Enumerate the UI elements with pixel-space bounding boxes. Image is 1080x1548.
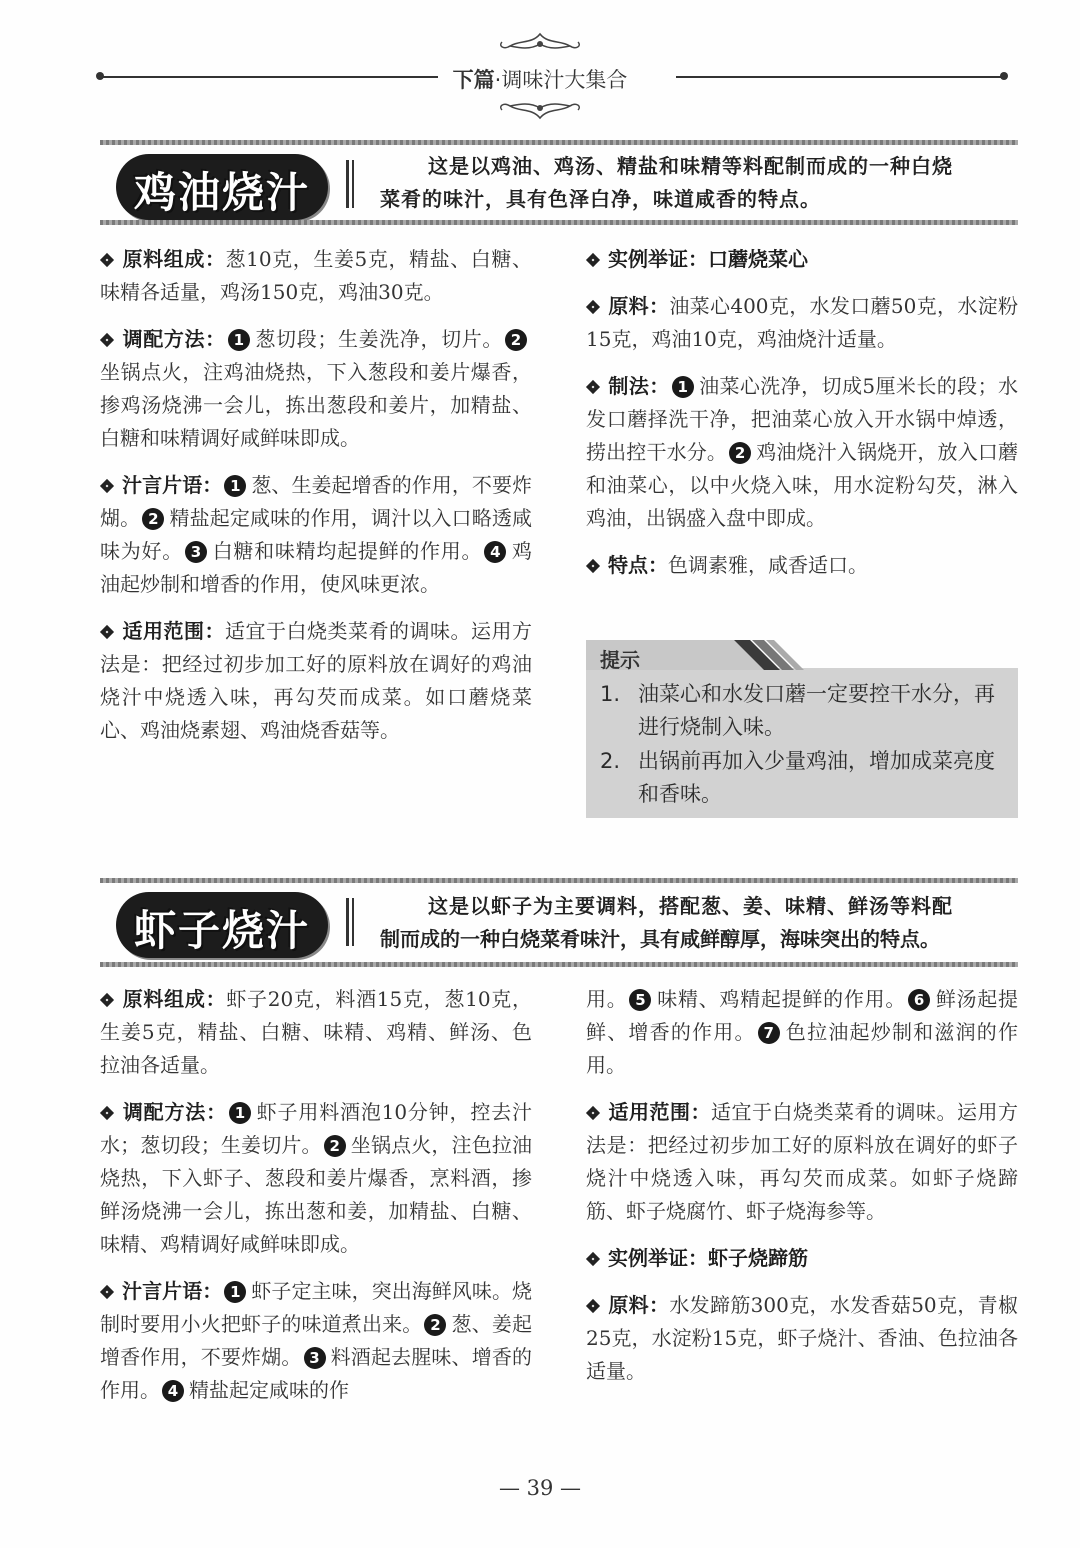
paragraph-ingredients [100,243,532,309]
tip-item [600,745,1010,811]
tip-item [600,678,1010,744]
page-number: — 39 — [498,1476,582,1500]
paragraph-procedure [586,370,1018,535]
paragraph-materials [586,290,1018,356]
paragraph-label: 原料： [608,294,670,318]
section-intro [380,150,1018,216]
step-number-badge: 4 [484,541,506,563]
step-text: 色拉油起炒制和滋润的作用。 [586,1020,1019,1077]
step-number-badge: 2 [324,1135,346,1157]
step-text: 虾子定主味，突出海鲜风味。烧制时要用小火把虾子的味道煮出来。 [100,1279,533,1336]
paragraph-label: 汁言片语： [122,1279,223,1303]
running-header [0,64,1080,94]
step-text: 坐锅点火，注鸡油烧热，下入葱段和姜片爆香，掺鸡汤烧沸一会儿，拣出葱段和姜片，加精盐、白糖和味精调好咸鲜味即成。 [100,360,532,450]
bullet-diamond-icon [586,1299,600,1313]
tip-box [586,640,1018,818]
step-number-badge: 1 [224,475,246,497]
paragraph-label: 实例举证： [608,1246,708,1270]
step-text: 白糖和味精均起提鲜的作用。 [211,539,483,563]
header-rule-right [676,76,1004,78]
section-rule-top [100,140,1018,145]
paragraph-label: 调配方法： [122,327,226,351]
tip-item-number: 1. [600,682,621,706]
intro-line: 菜肴的味汁，具有色泽白净，味道咸香的特点。 [380,187,821,211]
paragraph-method [100,1096,532,1261]
bottom-ornament [480,92,600,122]
paragraph-usage [586,1096,1018,1228]
title-divider [346,160,349,208]
bullet-diamond-icon [586,1252,600,1266]
paragraph-example [586,1242,1018,1275]
step-text: 葱、生姜起增香的作用，不要炸煳。 [100,473,533,530]
bullet-diamond-icon [100,333,114,347]
paragraph-text: 适宜于白烧类菜肴的调味。运用方法是：把经过初步加工好的原料放在调好的虾子烧汁中烧透入味，再勾芡而成菜。如虾子烧蹄筋、虾子烧腐竹、虾子烧海参等。 [586,1100,1018,1223]
step-text: 精盐起定咸味的作 [189,1378,349,1402]
section-intro [380,890,1018,956]
paragraph-notes [100,469,532,601]
step-number-badge: 4 [162,1380,184,1402]
header-chapter: ·调味汁大集合 [494,68,628,92]
bullet-diamond-icon [586,380,600,394]
paragraph-notes [100,1275,532,1407]
step-number-badge: 2 [424,1314,446,1336]
step-text: 虾子用料酒泡10分钟，控去汁水；葱切段；生姜切片。 [100,1100,533,1157]
step-text: 料酒起去腥味、增香的作用。 [100,1345,532,1402]
dish-name: 口蘑烧菜心 [708,247,808,271]
paragraph-text: 色调素雅，咸香适口。 [668,553,868,577]
title-divider [346,898,349,946]
paragraph-label: 原料组成： [122,987,227,1011]
bullet-diamond-icon [586,1106,600,1120]
dish-name: 虾子烧蹄筋 [708,1246,808,1270]
step-number-badge: 3 [304,1347,326,1369]
step-number-badge: 1 [228,329,250,351]
paragraph-label: 原料组成： [122,247,226,271]
intro-line: 制而成的一种白烧菜肴味汁，具有咸鲜醇厚，海味突出的特点。 [380,927,940,951]
step-text: 味精、鸡精起提鲜的作用。 [656,987,907,1011]
paragraph-ingredients [100,983,532,1082]
section-title-badge [116,154,328,220]
bullet-diamond-icon [100,1285,114,1299]
paragraph-label: 实例举证： [608,247,708,271]
bullet-diamond-icon [586,300,600,314]
paragraph-label: 原料： [608,1293,670,1317]
bullet-diamond-icon [100,1106,114,1120]
tip-item-text: 油菜心和水发口蘑一定要控干水分，再进行烧制入味。 [638,682,995,739]
step-number-badge: 2 [142,508,164,530]
header-line-end-dot [1000,72,1008,80]
bullet-diamond-icon [100,253,114,267]
section2-right-column [586,983,1018,1402]
section1-left-column [100,243,532,761]
paragraph-text: 水发蹄筋300克，水发香菇50克，青椒25克，水淀粉15克，虾子烧汁、香油、色拉油各适量。 [586,1293,1018,1383]
title-divider [352,898,354,946]
bullet-diamond-icon [586,559,600,573]
section-rule-bottom [100,220,1018,225]
bullet-diamond-icon [100,625,114,639]
paragraph-text: 适宜于白烧类菜肴的调味。运用方法是：把经过初步加工好的原料放在调好的鸡油烧汁中烧透入味，再勾芡而成菜。如口蘑烧菜心、鸡油烧素翅、鸡油烧香菇等。 [100,619,532,742]
step-text: 鸡油烧汁入锅烧开，放入口蘑和油菜心，以中火烧入味，用水淀粉勾芡，淋入鸡油，出锅盛入盘中即成。 [586,440,1019,530]
step-number-badge: 1 [672,376,694,398]
step-number-badge: 3 [185,541,207,563]
paragraph-example [586,243,1018,276]
tip-item-number: 2. [600,749,621,773]
tip-title: 提示 [600,648,640,672]
paragraph-label: 适用范围： [122,619,225,643]
top-ornament [480,30,600,60]
paragraph-method [100,323,532,455]
step-text: 葱切段；生姜洗净，切片。 [254,327,504,351]
step-number-badge: 1 [229,1102,251,1124]
header-part: 下篇 [452,68,495,92]
step-text: 葱、姜起增香作用，不要炸煳。 [100,1312,533,1369]
paragraph-label: 特点： [608,553,668,577]
paragraph-notes-continued [586,983,1018,1082]
paragraph-text: 油菜心400克，水发口蘑50克，水淀粉15克，鸡油10克，鸡油烧汁适量。 [586,294,1018,351]
section-rule-top [100,878,1018,883]
tip-item-text: 出锅前再加入少量鸡油，增加成菜亮度和香味。 [638,749,995,806]
section-title: 鸡油烧汁 [133,168,310,217]
bullet-diamond-icon [100,993,114,1007]
step-number-badge: 2 [505,329,527,351]
step-text: 鲜汤起提鲜、增香的作用。 [586,987,1019,1044]
intro-line: 这是以鸡油、鸡汤、精盐和味精等料配制而成的一种白烧 [428,154,953,178]
step-text: 精盐起定咸味的作用，调汁以入口略透咸味为好。 [100,506,533,563]
bullet-diamond-icon [586,253,600,267]
paragraph-text: 虾子20克，料酒15克，葱10克，生姜5克，精盐、白糖、味精、鸡精、鲜汤、色拉油各适量。 [100,987,532,1077]
step-number-badge: 5 [629,989,651,1011]
step-number-badge: 6 [908,989,930,1011]
paragraph-materials [586,1289,1018,1388]
section-title: 虾子烧汁 [133,906,310,955]
section-title-badge [116,892,328,958]
step-text: 油菜心洗净，切成5厘米长的段；水发口蘑择洗干净，把油菜心放入开水锅中焯透，捞出控干水分。 [586,374,1018,464]
section1-right-column [586,243,1018,596]
paragraph-text: 用。 [586,987,628,1011]
paragraph-label: 制法： [608,374,670,398]
step-text: 鸡油起炒制和增香的作用，使风味更浓。 [100,539,533,596]
step-number-badge: 1 [224,1281,246,1303]
section-rule-bottom [100,962,1018,967]
title-divider [352,160,354,208]
step-number-badge: 7 [758,1022,780,1044]
tip-stripes-decoration [694,640,814,670]
step-text: 坐锅点火，注色拉油烧热，下入虾子、葱段和姜片爆香，烹料酒，掺鲜汤烧沸一会儿，拣出葱和姜，加精盐、白糖、味精、鸡精调好咸鲜味即成。 [100,1133,533,1256]
paragraph-label: 调配方法： [122,1100,227,1124]
bullet-diamond-icon [100,479,114,493]
paragraph-features [586,549,1018,582]
paragraph-text: 葱10克，生姜5克，精盐、白糖、味精各适量，鸡汤150克，鸡油30克。 [100,247,532,304]
paragraph-usage [100,615,532,747]
paragraph-label: 汁言片语： [122,473,223,497]
section2-left-column [100,983,532,1421]
paragraph-label: 适用范围： [608,1100,711,1124]
intro-line: 这是以虾子为主要调料，搭配葱、姜、味精、鲜汤等料配 [428,894,953,918]
step-number-badge: 2 [729,442,751,464]
